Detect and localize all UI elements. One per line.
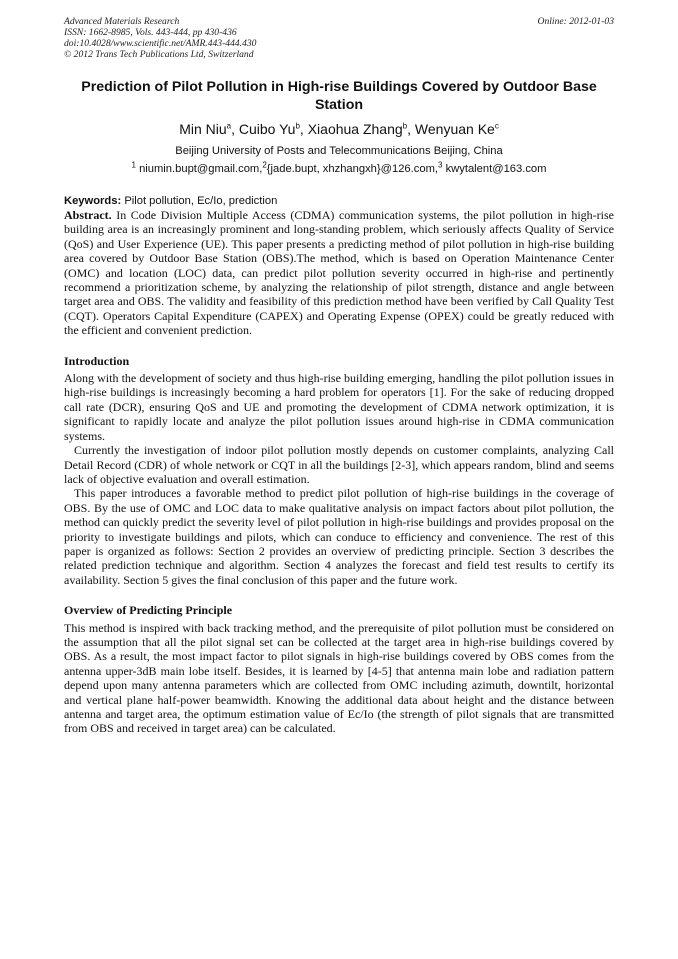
author: Xiaohua Zhang$^b$ [307, 121, 408, 137]
paragraph: Along with the development of society and thus high-rise building emerging, handling the pilot pollution issues in high-rise buildings is increasingly becoming a hard problem for operators [1]. For the sake of reducing dropped call rate (DCR), ensuring QoS and UE and promoting the development of CDMA network optimization, it is significant to rapidly locate and analyze the pilot pollution issues around high-rise in CDMA communication systems. [64, 371, 614, 443]
keywords [64, 194, 614, 208]
author: Cuibo Yu$^b$ [238, 121, 300, 137]
journal-name: Advanced Materials Research [64, 16, 180, 27]
section-heading: Introduction [64, 353, 130, 368]
copyright-line: © 2012 Trans Tech Publications Ltd, Switzerland [64, 49, 254, 60]
journal-header [64, 16, 614, 60]
email: niumin.bupt@gmail.com, [139, 163, 263, 175]
email: kwytalent@163.com [445, 163, 547, 175]
author: Wenyuan Ke$^c$ [414, 121, 499, 137]
paper-page [64, 16, 614, 736]
online-date: Online: 2012-01-03 [537, 16, 614, 27]
paragraph: This paper introduces a favorable method to predict pilot pollution of high-rise buildings in the coverage of OBS. By the use of OMC and LOC data to make qualitative analysis on impact factors about pilot pollution, the method can quickly predict the severity level of pilot pollution in high-rise buildings and provides proposal on the priority to investigate buildings and pilots, which can conduce to efficiency and convenience. The rest of this paper is organized as follows: Section 2 provides an overview of predicting principle. Section 3 describes the related prediction technique and algorithm. Section 4 analyzes the forecast and field test results to certify its availability. Section 5 gives the final conclusion of this paper and the future work. [64, 486, 614, 587]
keywords-label: Keywords: [64, 195, 122, 207]
paper-title: Prediction of Pilot Pollution in High-rise Buildings Covered by Outdoor Base Station [81, 79, 597, 113]
email: {jade.bupt, xhzhangxh}@126.com, [266, 163, 439, 175]
keywords-text: Pilot pollution, Ec/Io, prediction [124, 195, 278, 207]
email-list: $^1$ niumin.bupt@gmail.com,$^2${jade.bupt, xhzhangxh}@126.com,$^3$ kwytalent@163.com [131, 160, 547, 175]
abstract [64, 208, 614, 338]
author: Min Niu$^a$ [179, 121, 232, 137]
doi-line: doi:10.4028/www.scientific.net/AMR.443-444.430 [64, 38, 257, 49]
author-list: Min Niu$^a$, Cuibo Yu$^b$, Xiaohua Zhang$^b$, Wenyuan Ke$^c$ [179, 121, 499, 137]
section-heading: Overview of Predicting Principle [64, 603, 233, 618]
affiliation: Beijing University of Posts and Telecommunications Beijing, China [175, 145, 503, 157]
paragraph: Currently the investigation of indoor pilot pollution mostly depends on customer complaints, analyzing Call Detail Record (CDR) of whole network or CQT in all the buildings [2-3], which appears random, blind and seems lack of objective evaluation and overall estimation. [64, 443, 614, 486]
issn-line: ISSN: 1662-8985, Vols. 443-444, pp 430-436 [64, 27, 237, 38]
abstract-text: In Code Division Multiple Access (CDMA) communication systems, the pilot pollution in high-rise building area is an increasingly prominent and long-standing problem, which seriously affects Quality of Service (QoS) and User Experience (UE). This paper presents a predicting method of pilot pollution in high-rise building area covered by Outdoor Base Station (OBS).The method, which is based on Operation Maintenance Center (OMC) and location (LOC) data, can predict pilot pollution severity occurred in high-rise and pertinently recommend a prioritization scheme, by analyzing the relationship of pilot strength, distance and angle between target area and OBS. The validity and feasibility of this prediction method have been verified by Call Quality Test (CQT). Operators Capital Expenditure (CAPEX) and Operating Expense (OPEX) could be greatly reduced with the efficient and convenient prediction. [64, 208, 614, 338]
abstract-label: Abstract. [64, 208, 112, 222]
paragraph: This method is inspired with back tracking method, and the prerequisite of pilot pollution must be considered on the assumption that all the pilot signal set can be collected at the target area in high-rise buildings covered by OBS. As a result, the most impact factor to pilot signals in high-rise buildings covered by OBS comes from the antenna upper-3dB main lobe itself. Besides, it is learned by [4-5] that antenna main lobe and radiation pattern depend upon many antenna parameters which are collected from OMC including azimuth, downtilt, horizontal and vertical plane half-power beamwidth. Knowing the additional data about height and the distance between antenna and target area, the optimum estimation value of Ec/Io (the strength of pilot signals that are transmitted from OBS and received in target area) can be calculated. [64, 620, 614, 736]
